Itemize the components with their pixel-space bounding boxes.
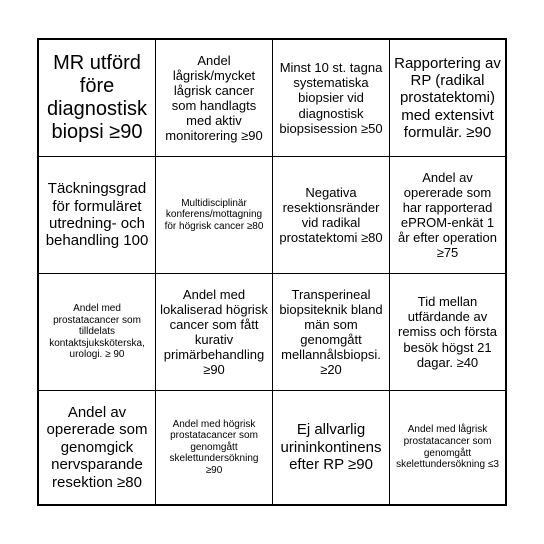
bingo-cell[interactable] xyxy=(273,157,390,274)
bingo-cell[interactable] xyxy=(39,391,156,504)
cell-text: Multidisciplinär konferens/mottagning för högrisk cancer ≥80 xyxy=(164,197,264,232)
cell-text: Andel av opererade som genomgick nervsparande resektion ≥80 xyxy=(46,404,148,491)
cell-text: Transperineal biopsiteknik bland män som genomgått mellannålsbiopsi. ≥20 xyxy=(279,286,383,378)
cell-text: Andel med högrisk prostatacancer som genomgått skelettundersökning ≥90 xyxy=(169,418,259,476)
bingo-cell[interactable] xyxy=(390,157,505,274)
cell-text: Minst 10 st. tagna systematiska biopsier vid diagnostisk biopsisession ≥50 xyxy=(279,60,383,136)
cell-text: Andel med lokaliserad högrisk cancer som fått kurativ primärbehandling ≥90 xyxy=(160,286,268,378)
cell-text: Andel med lågrisk prostatacancer som genomgått skelettundersökning ≤3 xyxy=(396,424,499,471)
cell-text: Rapportering av RP (radikal prostatektomi) med extensivt formulär. ≥90 xyxy=(394,54,501,142)
cell-text: Negativa resektionsränder vid radikal prostatektomi ≥80 xyxy=(279,184,383,246)
bingo-cell[interactable] xyxy=(156,274,273,391)
bingo-cell[interactable] xyxy=(273,274,390,391)
bingo-cell[interactable] xyxy=(39,40,156,157)
cell-text: Andel av opererade som har rapporterad ePROM-enkät 1 år efter operation ≥75 xyxy=(397,169,497,261)
bingo-cell[interactable] xyxy=(156,40,273,157)
cell-text: Täckningsgrad för formuläret utredning- och behandling 100 xyxy=(45,180,149,250)
bingo-cell[interactable] xyxy=(39,274,156,391)
cell-text: Tid mellan utfärdande av remiss och första besök högst 21 dagar. ≥40 xyxy=(398,294,497,370)
bingo-board xyxy=(37,38,507,506)
cell-text: MR utförd före diagnostisk biopsi ≥90 xyxy=(46,51,148,144)
cell-text: Andel lågrisk/mycket lågrisk cancer som handlagts med aktiv monitorering ≥90 xyxy=(165,52,263,144)
bingo-cell[interactable] xyxy=(390,274,505,391)
bingo-cell[interactable] xyxy=(273,391,390,504)
cell-text: Andel med prostatacancer som tilldelats kontaktsjuksköterska, urologi. ≥ 90 xyxy=(49,303,145,361)
bingo-cell[interactable] xyxy=(390,391,505,504)
bingo-cell[interactable] xyxy=(390,40,505,157)
bingo-cell[interactable] xyxy=(273,40,390,157)
bingo-cell[interactable] xyxy=(156,391,273,504)
bingo-cell[interactable] xyxy=(156,157,273,274)
bingo-cell[interactable] xyxy=(39,157,156,274)
cell-text: Ej allvarlig urininkontinens efter RP ≥90 xyxy=(280,421,382,474)
